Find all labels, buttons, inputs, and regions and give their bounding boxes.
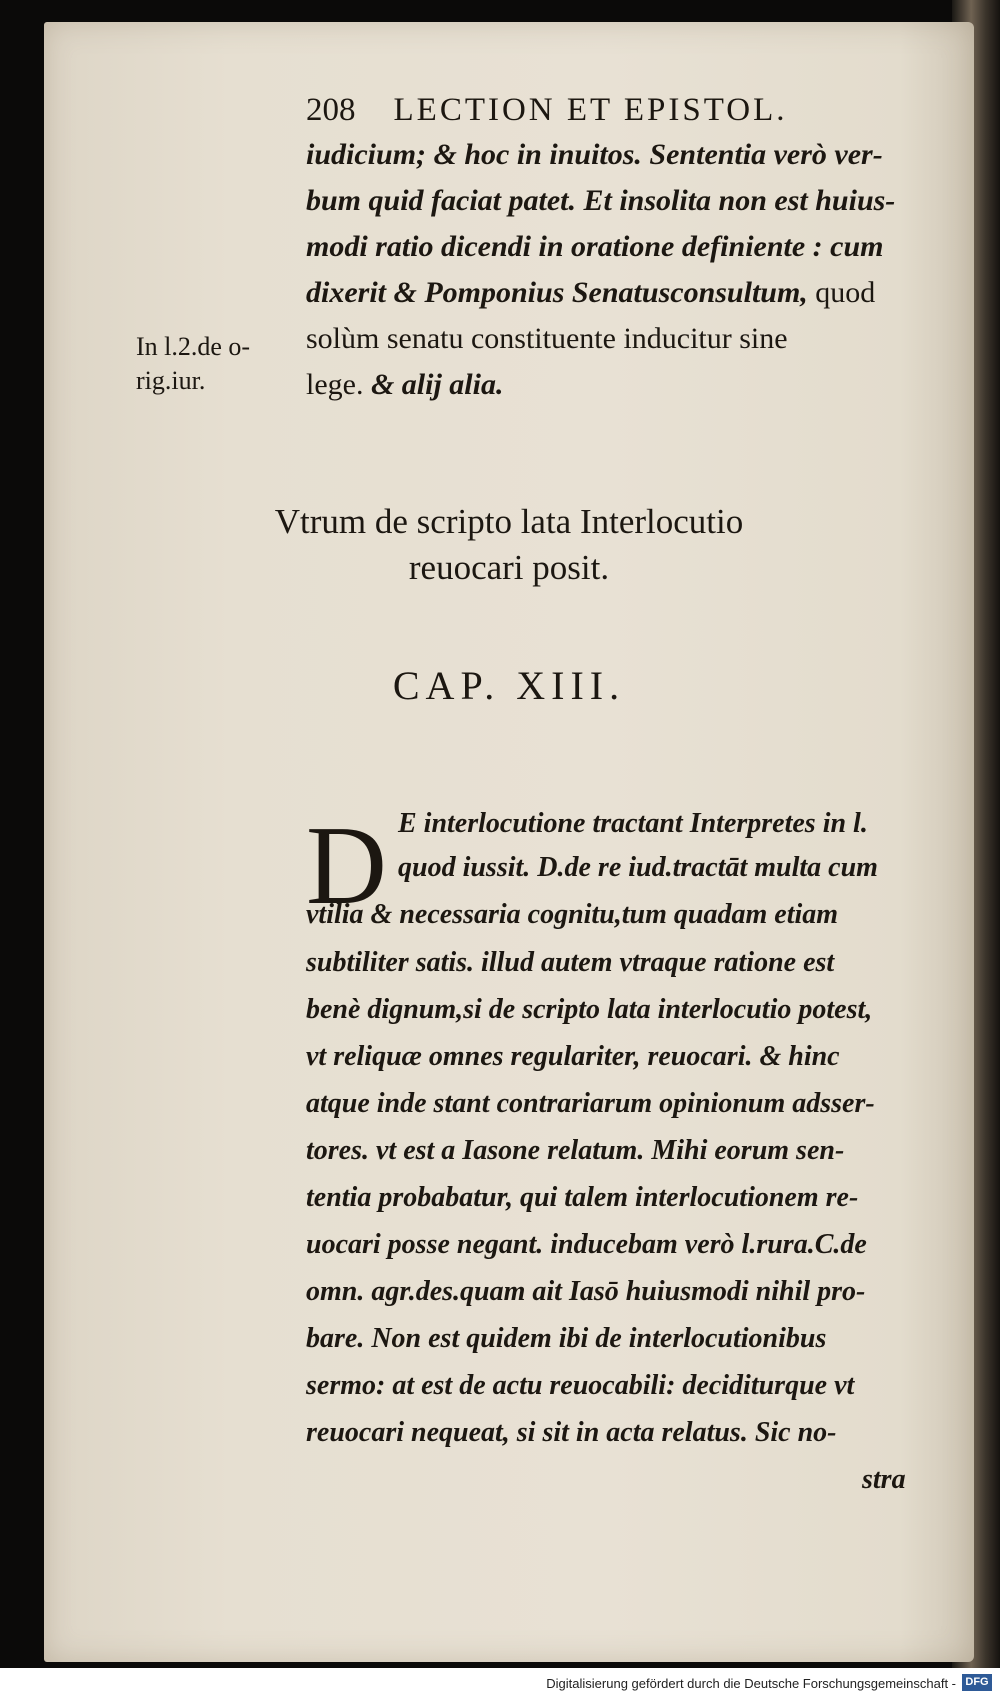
paragraph-line: bare. Non est quidem ibi de interlocutionibus (306, 1323, 827, 1354)
running-title: LECTION ET EPISTOL. (393, 92, 788, 128)
paragraph-line: E interlocutione tractant Interpretes in l. (398, 808, 868, 839)
paragraph-line: vt reliquæ omnes regulariter, reuocari. & hinc (306, 1041, 840, 1072)
text-line: solùm senatu constituente inducitur sine (306, 322, 788, 355)
paragraph-line: vtilia & necessaria cognitu,tum quadam etiam (306, 899, 839, 930)
marginal-note: In l.2.de o- (136, 332, 251, 361)
text-line: modi ratio dicendi in oratione definiente : cum (306, 230, 884, 263)
paragraph-line: omn. agr.des.quam ait Iasō huiusmodi nihil pro- (306, 1276, 866, 1307)
paragraph-line: subtiliter satis. illud autem vtraque ratione est (306, 947, 835, 978)
drop-cap: D (306, 804, 387, 928)
chapter-number: CAP. XIII. (392, 663, 626, 708)
chapter-title: reuocari posit. (408, 548, 610, 587)
paragraph-line: tentia probabatur, qui talem interlocutionem re- (306, 1182, 859, 1213)
chapter-title: Vtrum de scripto lata Interlocutio (274, 502, 744, 541)
book-page (44, 22, 974, 1662)
paragraph-line: benè dignum,si de scripto lata interlocutio potest, (306, 994, 873, 1025)
text-line: bum quid faciat patet. Et insolita non est huius- (306, 184, 896, 217)
funding-credit: Digitalisierung gefördert durch die Deutsche Forschungsgemeinschaft - (546, 1676, 956, 1691)
paragraph-line: sermo: at est de actu reuocabili: deciditurque vt (306, 1370, 855, 1401)
text-line: iudicium; & hoc in inuitos. Sententia verò ver- (306, 138, 883, 171)
paragraph-line: quod iussit. D.de re iud.tractāt multa cum (398, 852, 878, 883)
footer-bar (0, 1668, 1000, 1699)
paragraph-line: tores. vt est a Iasone relatum. Mihi eorum sen- (306, 1135, 845, 1166)
marginal-note: rig.iur. (136, 366, 206, 395)
paragraph-line: reuocari nequeat, si sit in acta relatus. Sic no- (306, 1417, 837, 1448)
page-number: 208 (306, 92, 356, 128)
text-line: lege. & alij alia. (306, 368, 504, 401)
catchword: stra (862, 1464, 906, 1495)
paragraph-line: uocari posse negant. inducebam verò l.rura.C.de (306, 1229, 867, 1260)
dfg-logo: DFG (962, 1674, 992, 1691)
running-header (306, 92, 788, 129)
text-line: dixerit & Pomponius Senatusconsultum, quod (306, 276, 876, 309)
paragraph-line: atque inde stant contrariarum opinionum adsser- (306, 1088, 875, 1119)
